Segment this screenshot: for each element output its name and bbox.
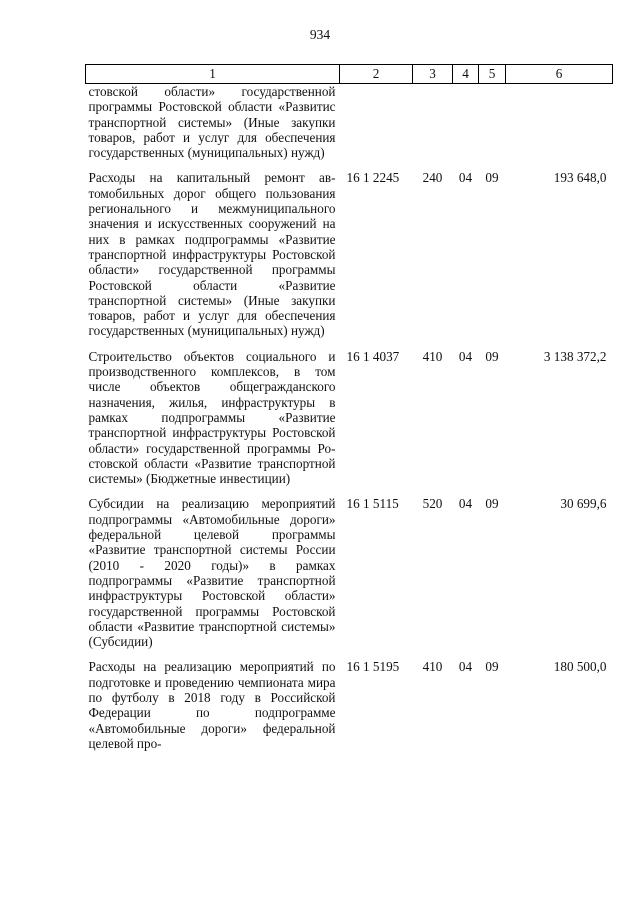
budget-table [85, 64, 613, 761]
row-subsection [479, 84, 506, 171]
row-target-code: 16 1 5115 [346, 496, 399, 512]
row-section: 04 [458, 496, 473, 512]
column-header-6: 6 [506, 65, 613, 84]
row-expense-type [413, 84, 453, 171]
row-section: 04 [458, 348, 473, 364]
row-amount: 193 648,0 [553, 170, 607, 186]
row-description: Расходы на капитальный ремонт автомобильных дорог общего пользования регионального и межмуниципального значения и искусственных сооружений на них в рамках подпрограммы «Развитие транспортной инфраструктуры Ростовской области» государственной программы Ростовской области «Развитие транспортной системы» (Иные закупки товаров, работ и услуг для обеспечения государственных (муниципальных) нужд) [88, 170, 336, 339]
table-row [86, 170, 613, 348]
column-header-4: 4 [453, 65, 479, 84]
row-description: Расходы на реализацию мероприятий по подготовке и проведению чемпионата мира по футболу в 2018 году в Российской Федерации по подпрограмме «Автомобильные дороги» федеральной целевой про- [88, 659, 336, 751]
row-description: Строительство объектов социального и производственного комплексов, в том числе объектов общегражданского назначения, жилья, инфраструктуры в рамках подпрограммы «Развитие транспортной инфраструктуры Ростовской области» государственной программы Ростовской области «Развитие транспортной системы» (Бюджетные инвестиции) [88, 348, 336, 487]
row-description: Субсидии на реализацию мероприятий подпрограммы «Автомобильные дороги» федеральной целевой программы «Развитие транспортной системы России (2010 - 2020 годы)» в рамках подпрограммы «Развитие транспортной инфраструктуры Ростовской области» государственной программы Ростовской области «Развитие транспортной системы» (Субсидии) [88, 496, 336, 650]
row-target-code: 16 1 2245 [346, 170, 400, 186]
row-description: стовской области» государственной программы Ростовской области «Развитис транспортной системы» (Иные закупки товаров, работ и услуг для обеспечения государственных (муниципальных) нужд) [88, 84, 336, 161]
column-header-5: 5 [479, 65, 506, 84]
row-section: 04 [458, 659, 473, 675]
page-number: 934 [309, 27, 331, 42]
row-subsection: 09 [485, 348, 499, 364]
table-row [86, 659, 613, 761]
row-expense-type: 240 [422, 170, 443, 186]
row-subsection: 09 [485, 170, 499, 186]
row-subsection: 09 [485, 496, 499, 512]
row-amount [506, 84, 613, 171]
row-expense-type: 410 [422, 659, 443, 675]
table-row [86, 84, 613, 171]
table-header-row [86, 65, 613, 84]
row-target-code: 16 1 4037 [346, 348, 400, 364]
row-target-code: 16 1 5195 [346, 659, 400, 675]
column-header-3: 3 [413, 65, 453, 84]
row-amount: 3 138 372,2 [543, 348, 607, 364]
table-row [86, 349, 613, 497]
table-row [86, 496, 613, 659]
row-expense-type: 410 [422, 348, 443, 364]
row-expense-type: 520 [422, 496, 443, 512]
row-target-code [340, 84, 413, 171]
row-section: 04 [458, 170, 473, 186]
row-subsection: 09 [485, 659, 499, 675]
row-amount: 180 500,0 [553, 659, 607, 675]
column-header-1: 1 [86, 65, 340, 84]
row-amount: 30 699,6 [560, 496, 607, 512]
row-section [453, 84, 479, 171]
column-header-2: 2 [340, 65, 413, 84]
